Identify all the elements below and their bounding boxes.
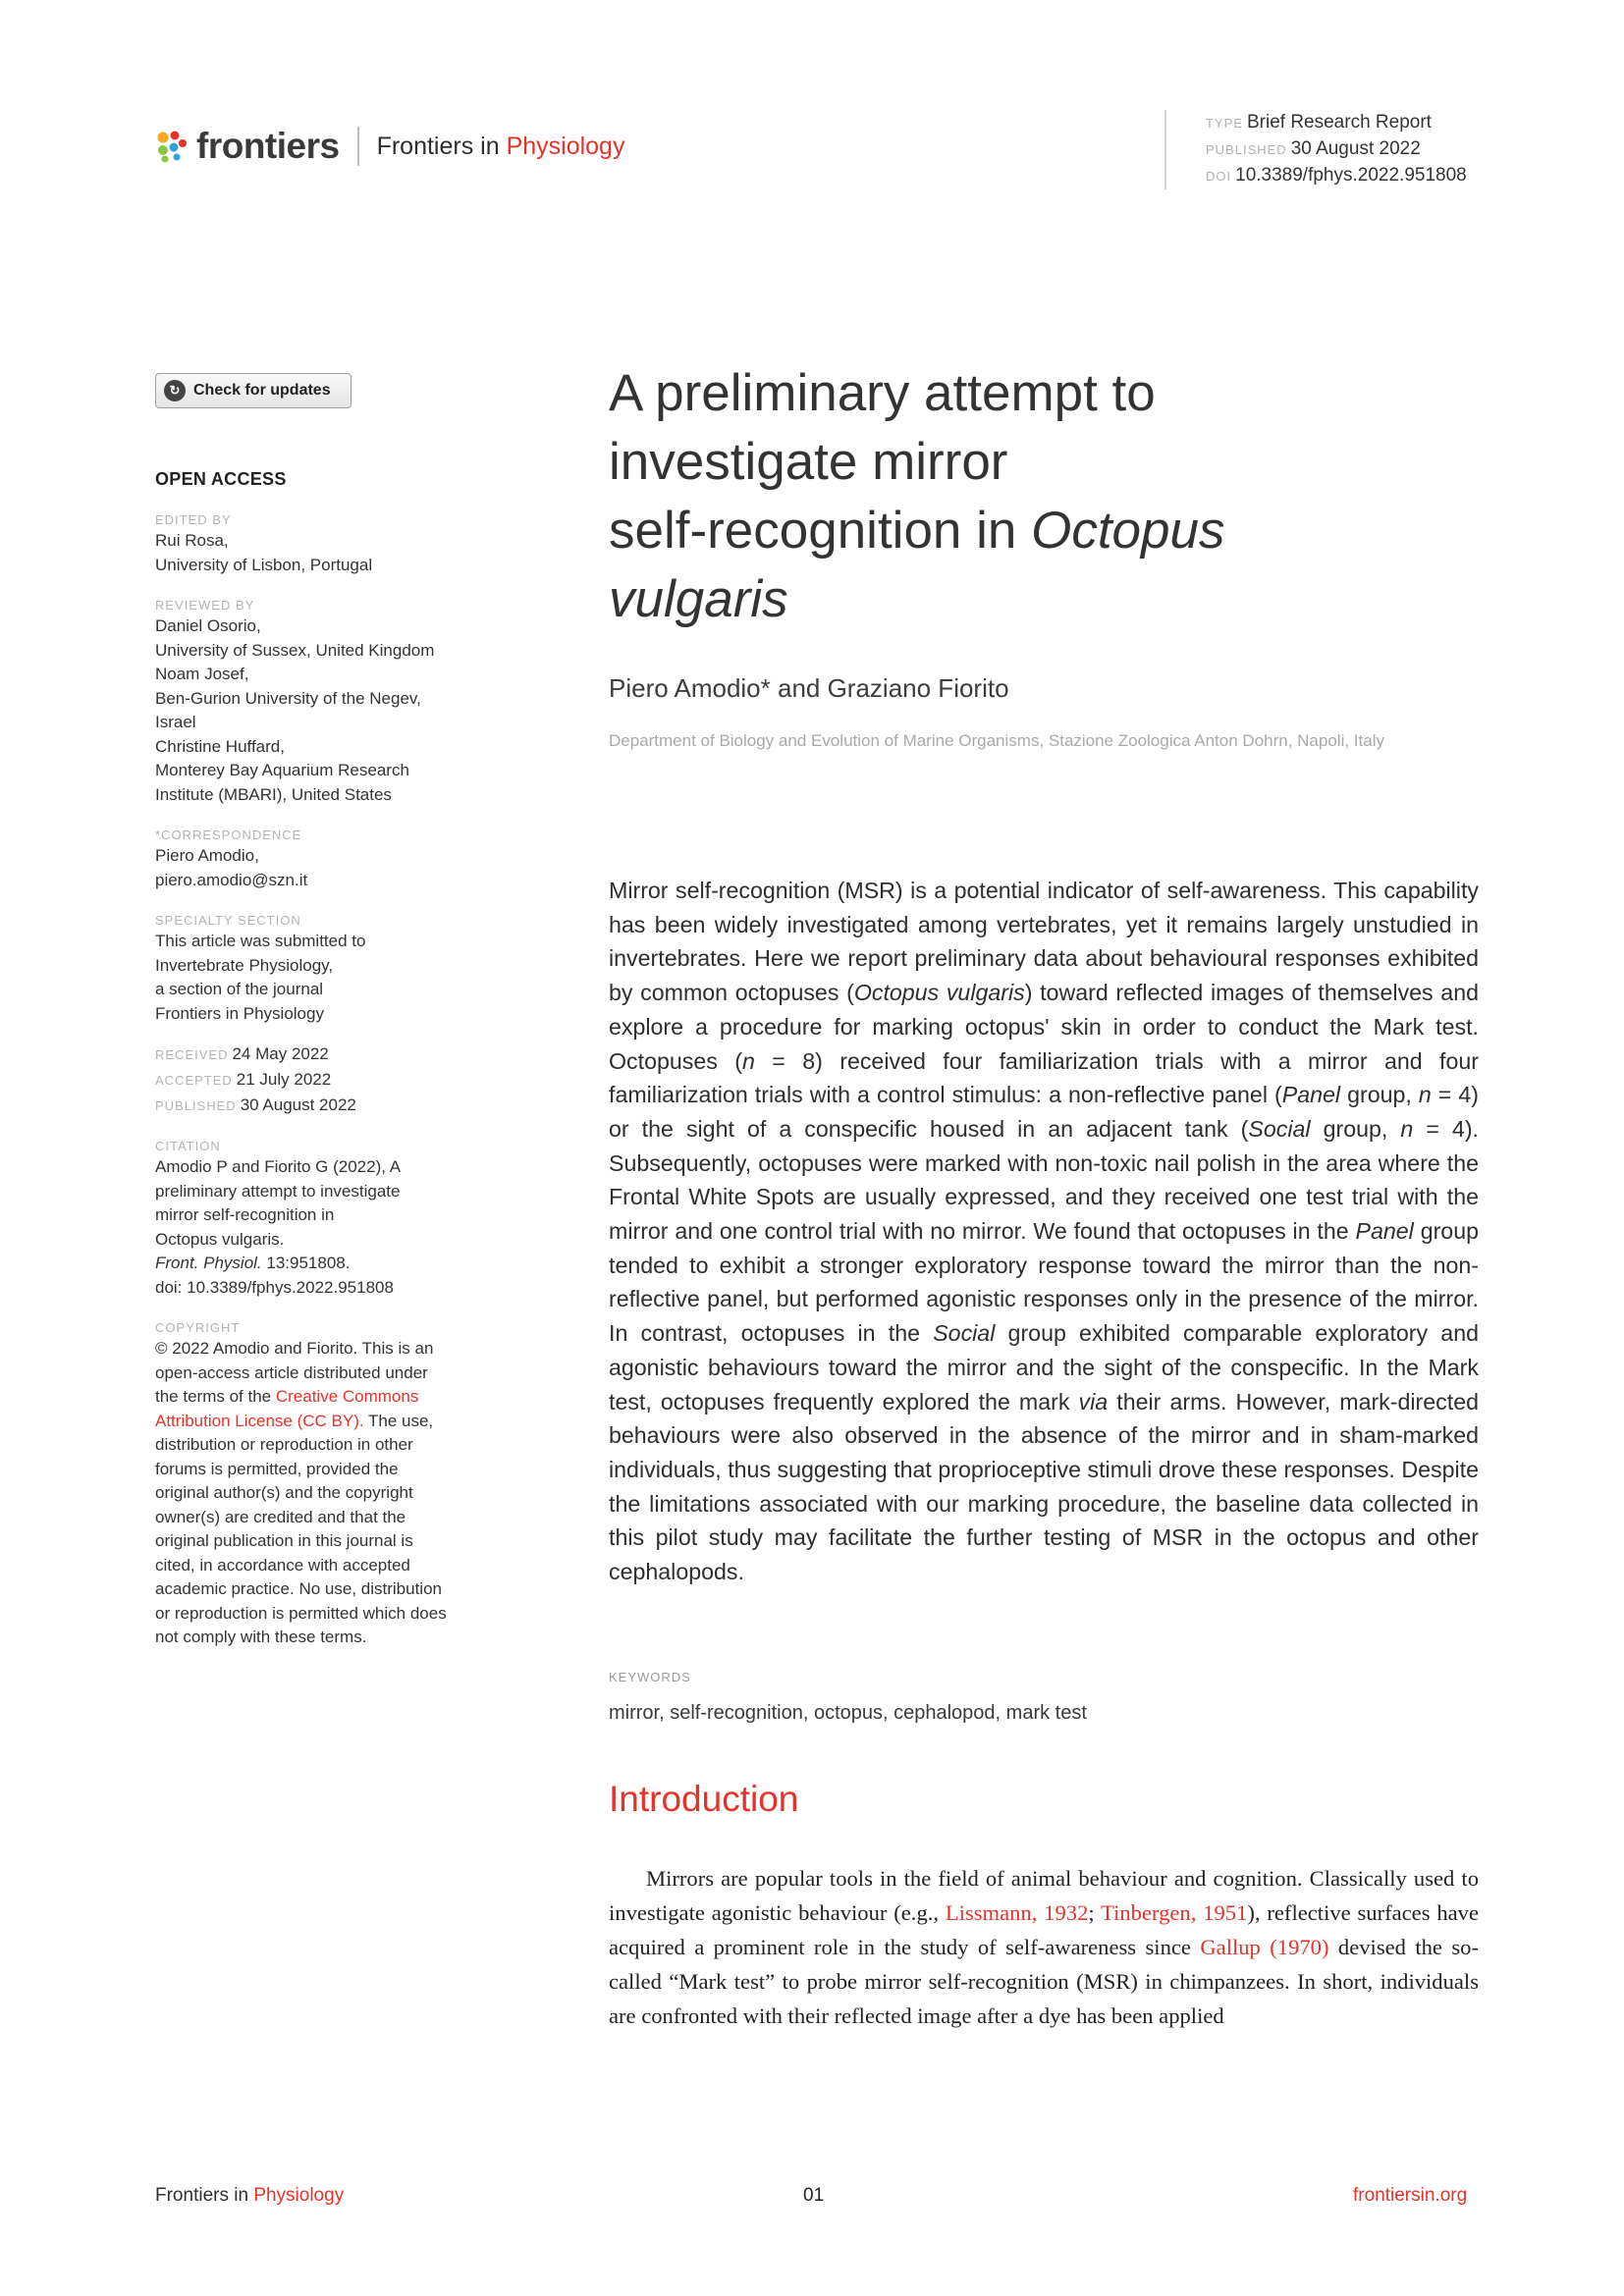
introduction-paragraph: Mirrors are popular tools in the field of animal behaviour and cognition. Classically used to investigate agonistic behaviour (e.g., Lissmann, 1932; Tinbergen, 1951), reflective surfaces have acquired a prominent role in the study of self-awareness since Gallup (1970) devised the so-called “Mark test” to probe mirror self-recognition (MSR) in chimpanzees. In short, individuals are confronted with their reflected image after a dye has been applied [609,1866,1479,2028]
author-affiliation: Department of Biology and Evolution of Marine Organisms, Stazione Zoologica Anton Dohrn, Napoli, Italy [609,731,1384,750]
copyright-line: Attribution License (CC BY). The use, [155,1411,434,1430]
meta-doi[interactable]: DOI 10.3389/fphys.2022.951808 [1206,165,1467,186]
author-list[interactable]: Piero Amodio* and Graziano Fiorito [609,673,1009,703]
correspondence-email[interactable]: piero.amodio@szn.it [155,870,308,889]
date-received: RECEIVED 24 May 2022 [155,1044,329,1063]
copyright-line: forums is permitted, provided the [155,1459,399,1478]
citation-line: mirror self-recognition in [155,1205,335,1224]
meta-published: PUBLISHED 30 August 2022 [1206,138,1421,159]
reviewer-line: University of Sussex, United Kingdom [155,640,435,660]
copyright-line: distribution or reproduction in other [155,1435,413,1454]
copyright-line: or reproduction is permitted which does [155,1603,447,1623]
specialty-line: Frontiers in Physiology [155,1003,324,1023]
copyright-label: COPYRIGHT [155,1320,241,1335]
frontiers-logo[interactable] [155,126,624,167]
copyright-line: not comply with these terms. [155,1628,367,1646]
footer-site-link[interactable]: frontiersin.org [1353,2185,1468,2206]
editor-line: Rui Rosa, [155,531,229,550]
specialty-section-label: SPECIALTY SECTION [155,913,301,928]
specialty-line: Invertebrate Physiology, [155,955,334,975]
reference-link[interactable]: Gallup (1970) [1200,1935,1329,1959]
logo-wordmark: frontiers [196,126,340,166]
reviewer-line: Israel [155,713,196,731]
page-number: 01 [803,2185,825,2206]
reviewer-line: Institute (MBARI), United States [155,784,392,804]
keywords-label: KEYWORDS [609,1670,691,1684]
copyright-line: cited, in accordance with accepted [155,1555,410,1575]
sidebar [155,373,509,1650]
logo-divider [357,127,359,166]
open-access-label: OPEN ACCESS [155,469,287,489]
citation-journal: Front. Physiol. 13:951808. [155,1254,351,1272]
correspondence-name: Piero Amodio, [155,846,259,865]
reviewer-line: Noam Josef, [155,665,249,683]
frontiers-logo-icon [155,130,189,163]
reviewer-line: Daniel Osorio, [155,616,261,635]
citation-line: Amodio P and Fiorito G (2022), A [155,1157,402,1176]
reference-link[interactable]: Lissmann, 1932 [945,1900,1089,1925]
refresh-icon: ↻ [164,380,186,401]
editor-line: University of Lisbon, Portugal [155,555,373,574]
article-title: A preliminary attempt to investigate mirror self-recognition in Octopus vulgaris [609,364,1225,628]
copyright-line: the terms of the Creative Commons [155,1387,419,1406]
specialty-line: This article was submitted to [155,932,366,950]
reference-link[interactable]: Tinbergen, 1951 [1101,1900,1248,1925]
specialty-line: a section of the journal [155,980,324,998]
date-accepted: ACCEPTED 21 July 2022 [155,1070,332,1089]
copyright-line: original author(s) and the copyright [155,1483,413,1502]
abstract: Mirror self-recognition (MSR) is a potential indicator of self-awareness. This capability has been widely investigated among vertebrates, yet it remains largely unstudied in invertebrates. Here we report preliminary data about behavioural responses exhibited by common octopuses (Octopus vulgaris) toward reflected images of themselves and explore a procedure for marking octopus' skin in order to conduct the Mark test. Octopuses (n = 8) received four familiarization trials with a mirror and four familiarization trials with a control stimulus: a non-reflective panel (Panel group, n = 4) or the sight of a conspecific housed in an adjacent tank (Social group, n = 4). Subsequently, octopuses were marked with non-toxic nail polish in the area where the Frontal White Spots are usually expressed, and they received one test trial with the mirror and one control trial with no mirror. We found that octopuses in the Panel group tended to exhibit a stronger exploratory response toward the mirror than the non-reflective panel, but performed agonistic responses only in the presence of the mirror. In contrast, octopuses in the Social group exhibited comparable exploratory and agonistic behaviours toward the mirror and the sight of the conspecific. In the Mark test, octopuses frequently explored the mark via their arms. However, mark-directed behaviours were also observed in the absence of the mirror and in sham-marked individuals, thus suggesting that proprioceptive stimuli drove these responses. Despite the limitations associated with our marking procedure, the baseline data collected in this pilot study may facilitate the further testing of MSR in the octopus and other cephalopods. [609,878,1479,1585]
check-for-updates-button[interactable]: ↻ Check for updates [155,373,352,408]
citation-doi[interactable]: doi: 10.3389/fphys.2022.951808 [155,1277,394,1297]
journal-name: Frontiers in Physiology [376,132,625,160]
footer-journal[interactable]: Frontiers in Physiology [155,2185,345,2206]
copyright-line: open-access article distributed under [155,1362,428,1382]
reviewed-by-label: REVIEWED BY [155,598,255,613]
cc-license-link[interactable]: Creative Commons [275,1387,419,1406]
citation-line: preliminary attempt to investigate [155,1181,401,1201]
citation-label: CITATION [155,1139,221,1153]
copyright-line: © 2022 Amodio and Fiorito. This is an [155,1339,434,1358]
cc-license-link[interactable]: Attribution License (CC BY). [155,1411,364,1430]
citation-line: Octopus vulgaris. [155,1229,285,1249]
introduction-heading: Introduction [609,1779,799,1819]
keywords-list: mirror, self-recognition, octopus, cephalopod, mark test [609,1702,1087,1724]
article-dates [155,1041,509,1118]
edited-by-label: EDITED BY [155,512,232,527]
copyright-line: academic practice. No use, distribution [155,1579,442,1598]
article-meta [1164,110,1467,189]
correspondence-label: *CORRESPONDENCE [155,828,302,842]
copyright-line: original publication in this journal is [155,1531,413,1550]
meta-type: TYPE Brief Research Report [1206,112,1432,133]
date-published: PUBLISHED 30 August 2022 [155,1095,356,1114]
reviewer-line: Christine Huffard, [155,736,285,756]
reviewer-line: Ben-Gurion University of the Negev, [155,688,421,708]
copyright-line: owner(s) are credited and that the [155,1507,406,1526]
reviewer-line: Monterey Bay Aquarium Research [155,761,409,779]
